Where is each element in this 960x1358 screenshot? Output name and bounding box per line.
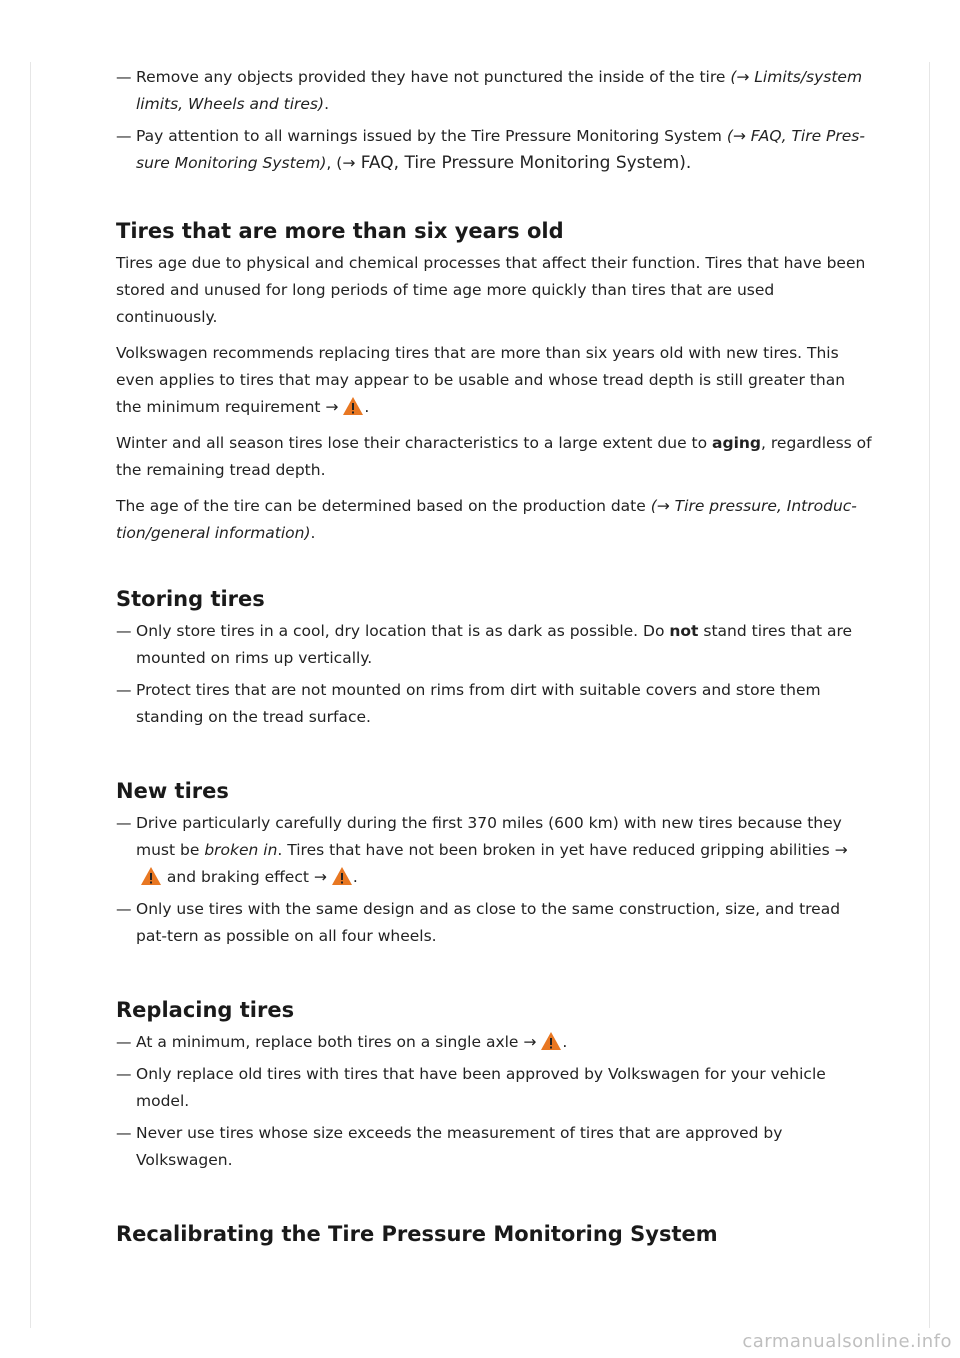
section-title-storing: Storing tires — [116, 587, 265, 611]
warning-triangle-icon[interactable] — [342, 396, 364, 416]
bullet-text-end: stand tires that are mounted on rims up vertically. — [136, 622, 853, 667]
cross-reference-link[interactable]: FAQ, Tire Pressure Monitoring System). — [355, 153, 692, 173]
arrow-icon: → — [313, 868, 327, 886]
bullet-text-end: . — [324, 95, 329, 113]
warning-triangle-icon[interactable] — [140, 866, 162, 886]
paragraph-text-end: . — [364, 398, 370, 416]
arrow-icon: → — [325, 398, 339, 416]
arrow-icon: → — [523, 1033, 537, 1051]
arrow-icon: → — [342, 154, 356, 172]
warning-triangle-icon[interactable] — [540, 1031, 562, 1051]
bullet-text: and braking effect — [162, 868, 314, 886]
bullet-drive-carefully — [116, 810, 872, 891]
section-title-replacing: Replacing tires — [116, 998, 295, 1022]
arrow-icon: → — [834, 841, 848, 859]
bullet-replace-axle — [116, 1029, 872, 1056]
bullet-protect-tires: — Protect tires that are not mounted on rims from dirt with suitable covers and store them standing on the tread surface. — [116, 677, 872, 731]
right-page-rule — [929, 62, 930, 1328]
paragraph-tire-age — [116, 493, 872, 547]
bullet-size-limit: — Never use tires whose size exceeds the measurement of tires that are approved by Volkswagen. — [116, 1120, 872, 1174]
cross-reference-link[interactable]: (→ Tire pressure, Introduc-tion/general information) — [116, 497, 857, 542]
bullet-remove-objects — [116, 64, 872, 118]
bullet-same-design: — Only use tires with the same design and as close to the same construction, size, and tread pat-tern as possible on all four wheels. — [116, 896, 872, 950]
paragraph-text-end: . — [310, 524, 316, 542]
bullet-text-end: . — [562, 1033, 568, 1051]
watermark-logo: carmanualsonline.info — [742, 1331, 952, 1352]
bullet-text-end: . — [352, 868, 358, 886]
paragraph-text: Volkswagen recommends replacing tires that are more than six years old with new tires. This even applies to tires that may appear to be usable and whose tread depth is still greater than the minimum requirement — [116, 344, 846, 416]
bold-term: aging — [712, 434, 762, 452]
bullet-store-cool — [116, 618, 872, 672]
bullet-text: Drive particularly carefully during the first 370 miles (600 km) with new tires because they must be — [136, 814, 842, 859]
bullet-approved-tires: — Only replace old tires with tires that have been approved by Volkswagen for your vehicle model. — [116, 1061, 872, 1115]
bullet-text: . Tires that have not been broken in yet have reduced gripping abilities — [277, 841, 835, 859]
italic-term: broken in — [204, 841, 278, 859]
document-body — [116, 64, 872, 1253]
bold-term: not — [669, 622, 699, 640]
warning-triangle-icon[interactable] — [331, 866, 353, 886]
bullet-text: Only store tires in a cool, dry location that is as dark as possible. Do — [136, 622, 670, 640]
paragraph-aging: Tires age due to physical and chemical processes that affect their function. Tires that have been stored and unused for long periods of time age more quickly than tires that are used continuously. — [116, 254, 866, 326]
section-title-new-tires: New tires — [116, 779, 229, 803]
left-page-rule — [30, 62, 31, 1328]
section-title-old-tires: Tires that are more than six years old — [116, 219, 564, 243]
bullet-pay-attention — [116, 123, 872, 177]
cross-reference-link[interactable]: (→ Limits/system limits, Wheels and tires) — [136, 68, 863, 113]
section-title-recalibrating: Recalibrating the Tire Pressure Monitoring System — [116, 1222, 718, 1246]
paragraph-winter-tires — [116, 430, 872, 484]
paragraph-text: The age of the tire can be determined based on the production date — [116, 497, 651, 515]
paragraph-recommendation — [116, 340, 872, 421]
cross-reference-link[interactable]: (→ FAQ, Tire Pres-sure Monitoring System) — [136, 127, 865, 172]
paragraph-text-end: , regardless of the remaining tread depth. — [116, 434, 872, 479]
bullet-text: Pay attention to all warnings issued by the Tire Pressure Monitoring System — [136, 127, 727, 145]
bullet-text: At a minimum, replace both tires on a single axle — [136, 1033, 524, 1051]
bullet-text: Remove any objects provided they have not punctured the inside of the tire — [136, 68, 731, 86]
paragraph-text: Winter and all season tires lose their characteristics to a large extent due to — [116, 434, 713, 452]
bullet-text-mid: , ( — [326, 154, 343, 172]
